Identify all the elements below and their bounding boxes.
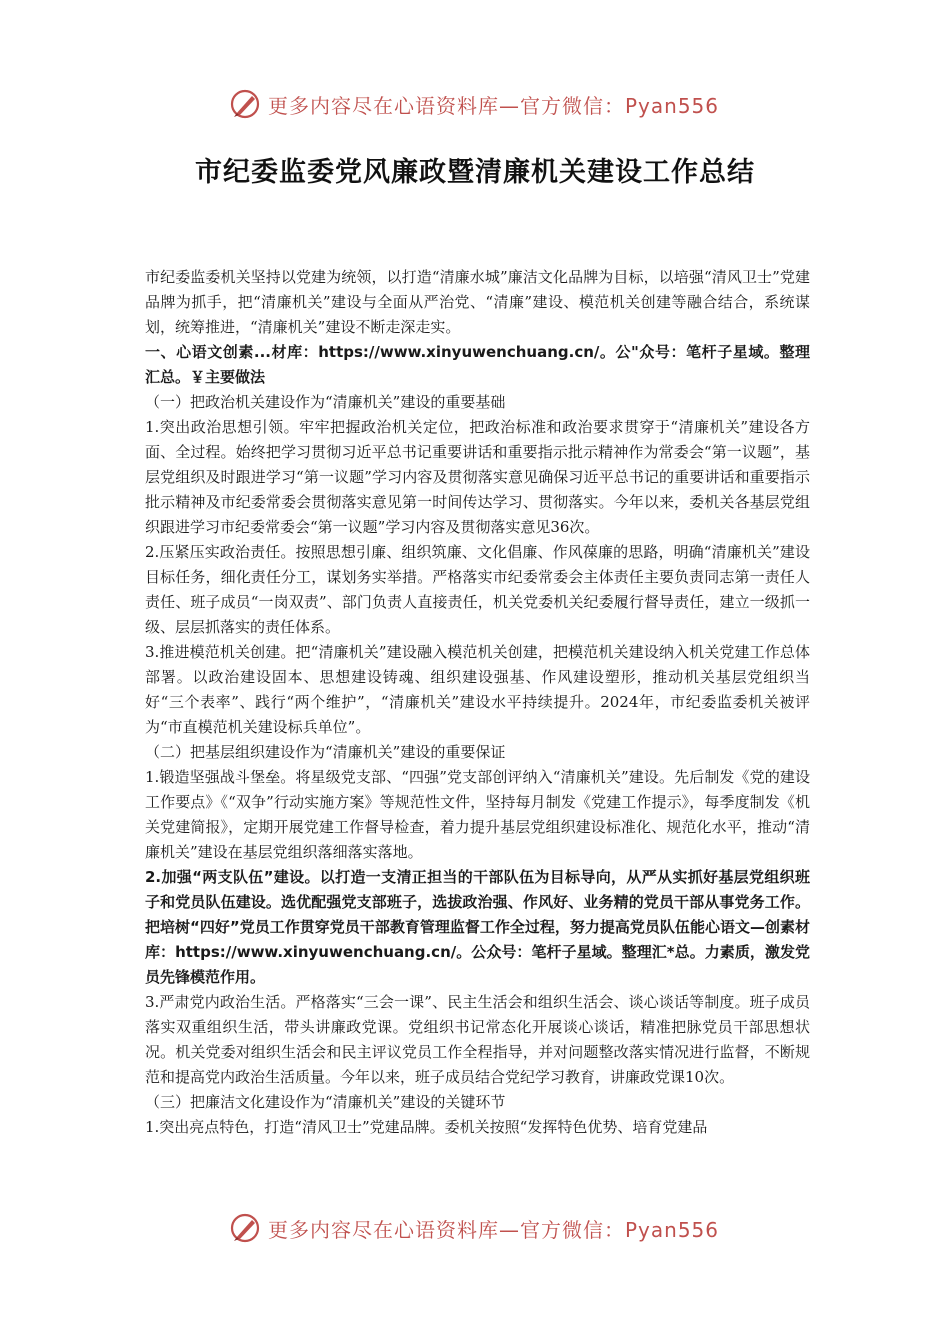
paragraph-2-3: 3.严肃党内政治生活。严格落实“三会一课”、民主生活会和组织生活会、谈心谈话等制度。班子成员落实双重组织生活，带头讲廉政党课。党组织书记常态化开展谈心谈话，精准把脉党员干部思想状况。机关党委对组织生活会和民主评议党员工作全程指导，并对问题整改落实情况进行监督，不断规范和提高党内政治生活质量。今年以来，班子成员结合党纪学习教育，讲廉政党课10次。 xyxy=(145,993,810,1086)
subsection-heading-3: （三）把廉洁文化建设作为“清廉机关”建设的关键环节 xyxy=(145,1093,506,1111)
watermark-banner-bottom xyxy=(228,1208,748,1248)
pen-logo-icon xyxy=(228,1211,262,1245)
paragraph-2-1: 1.锻造坚强战斗堡垒。将星级党支部、“四强”党支部创评纳入“清廉机关”建设。先后制发《党的建设工作要点》《“双争”行动实施方案》等规范性文件，坚持每月制发《党建工作提示》，每季度制发《机关党建简报》，定期开展党建工作督导检查，着力提升基层党组织建设标准化、规范化水平，推动“清廉机关”建设在基层党组织落细落实落地。 xyxy=(145,768,810,861)
watermark-text: 更多内容尽在心语资料库—官方微信：Pyan556 xyxy=(268,93,720,118)
subsection-heading-2: （二）把基层组织建设作为“清廉机关”建设的重要保证 xyxy=(145,743,506,761)
watermark-text: 更多内容尽在心语资料库—官方微信：Pyan556 xyxy=(268,1217,720,1242)
paragraph-1-1: 1.突出政治思想引领。牢牢把握政治机关定位，把政治标准和政治要求贯穿于“清廉机关”建设各方面、全过程。始终把学习贯彻习近平总书记重要讲话和重要指示批示精神作为常委会“第一议题”，基层党组织及时跟进学习“第一议题”学习内容及贯彻落实意见确保习近平总书记的重要讲话和重要指示批示精神及市纪委常委会贯彻落实意见第一时间传达学习、贯彻落实。今年以来，委机关各基层党组织跟进学习市纪委常委会“第一议题”学习内容及贯彻落实意见36次。 xyxy=(145,418,810,536)
paragraph-2-2: 2.加强“两支队伍”建设。以打造一支清正担当的干部队伍为目标导向，从严从实抓好基层党组织班子和党员队伍建设。选优配强党支部班子，选拔政治强、作风好、业务精的党员干部从事党务工作。把培树“四好”党员工作贯穿党员干部教育管理监督工作全过程，努力提高党员队伍能心语文—创素材库：https://www.xinyuwenchuang.cn/。公众号：笔杆子星域。整理汇*总。力素质，激发党员先锋模范作用。 xyxy=(145,868,810,986)
paragraph-3-1: 1.突出亮点特色，打造“清风卫士”党建品牌。委机关按照“发挥特色优势、培育党建品 xyxy=(145,1118,708,1136)
paragraph-1-3: 3.推进模范机关创建。把“清廉机关”建设融入模范机关创建，把模范机关建设纳入机关党建工作总体部署。以政治建设固本、思想建设铸魂、组织建设强基、作风建设塑形，推动机关基层党组织当好“三个表率”、践行“两个维护”，“清廉机关”建设水平持续提升。2024年，市纪委监委机关被评为“市直模范机关建设标兵单位”。 xyxy=(145,643,810,736)
section-heading-1: 一、心语文创素...材库：https://www.xinyuwenchuang.cn/。公"众号：笔杆子星域。整理汇总。￥主要做法 xyxy=(145,343,810,386)
paragraph-1-2: 2.压紧压实政治责任。按照思想引廉、组织筑廉、文化倡廉、作风葆廉的思路，明确“清廉机关”建设目标任务，细化责任分工，谋划务实举措。严格落实市纪委常委会主体责任主要负责同志第一责任人责任、班子成员“一岗双责”、部门负责人直接责任，机关党委机关纪委履行督导责任，建立一级抓一级、层层抓落实的责任体系。 xyxy=(145,543,810,636)
document-body xyxy=(145,265,810,1140)
paragraph-intro: 市纪委监委机关坚持以党建为统领，以打造“清廉水城”廉洁文化品牌为目标，以培强“清风卫士”党建品牌为抓手，把“清廉机关”建设与全面从严治党、“清廉”建设、模范机关创建等融合结合，系统谋划，统筹推进，“清廉机关”建设不断走深走实。 xyxy=(145,268,810,336)
pen-logo-icon xyxy=(228,87,262,121)
document-title: 市纪委监委党风廉政暨清廉机关建设工作总结 xyxy=(195,157,755,188)
watermark-banner-top xyxy=(228,84,748,124)
subsection-heading-1: （一）把政治机关建设作为“清廉机关”建设的重要基础 xyxy=(145,393,506,411)
